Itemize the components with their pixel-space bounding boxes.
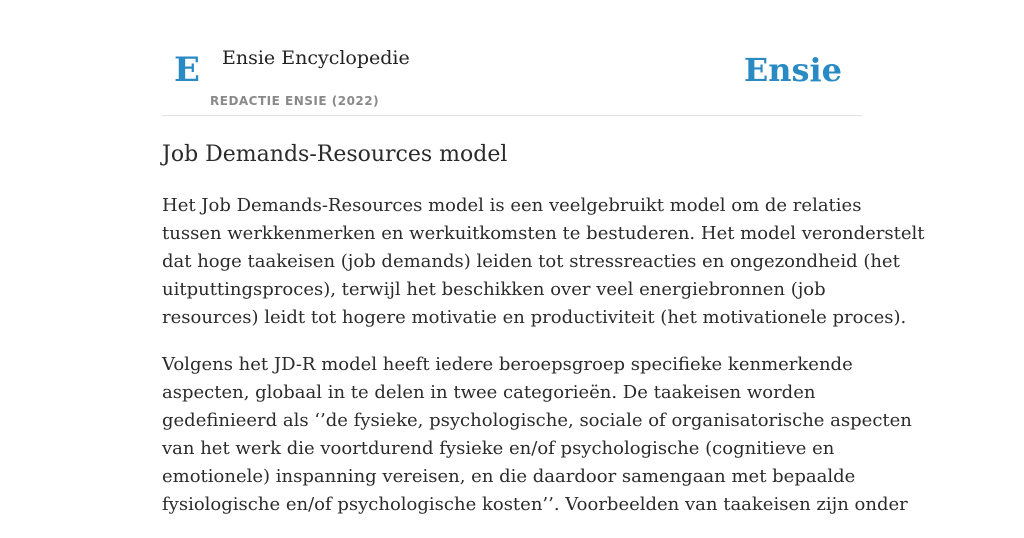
source-header [162,0,862,116]
paragraph-line: resources) leidt tot hogere motivatie en productiviteit (het motivationele proces). [162,307,907,328]
paragraph-line: dat hoge taakeisen (job demands) leiden tot stressreacties en ongezondheid (het [162,251,900,272]
paragraph-line: Volgens het JD-R model heeft iedere beroepsgroep specifieke kenmerkende [162,354,853,375]
ensie-logo-icon: E [174,50,200,90]
paragraph-line: Het Job Demands-Resources model is een veelgebruikt model om de relaties [162,195,862,216]
source-name-link[interactable]: Ensie Encyclopedie [222,47,410,69]
paragraph-line: tussen werkkenmerken en werkuitkomsten te bestuderen. Het model veronderstelt [162,223,925,244]
article-title: Job Demands-Resources model [162,142,508,167]
paragraph-line: gedefinieerd als ‘’de fysieke, psychologische, sociale of organisatorische aspecten [162,410,912,431]
article-page [162,0,925,515]
paragraph-line: emotionele) inspanning vereisen, en die daardoor samengaan met bepaalde [162,466,856,487]
paragraph-line: aspecten, globaal in te delen in twee categorieën. De taakeisen worden [162,382,816,403]
paragraph-line: uitputtingsproces), terwijl het beschikken over veel energiebronnen (job [162,279,826,300]
paragraph [162,192,925,332]
paragraph-line: van het werk die voortdurend fysieke en/of psychologische (cognitieve en [162,438,835,459]
paragraph-line: fysiologische en/of psychologische kosten’’. Voorbeelden van taakeisen zijn onder [162,494,908,515]
ensie-brand-logo[interactable]: Ensie [743,51,842,89]
source-meta: REDACTIE ENSIE (2022) [210,94,380,108]
article-body [162,192,925,538]
paragraph [162,351,912,519]
